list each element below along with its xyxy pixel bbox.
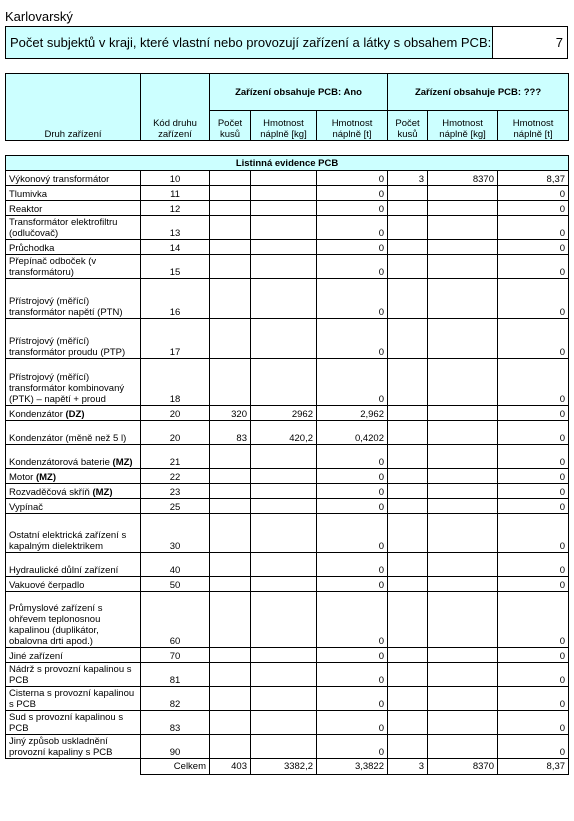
pcb-unknown-mass-kg-cell — [428, 711, 498, 735]
pcb-yes-mass-kg-cell — [251, 171, 317, 186]
device-name-text: Tlumivka — [9, 189, 48, 200]
pcb-yes-mass-kg-cell — [251, 359, 317, 406]
device-name-text: Přístrojový (měřící) transformátor napětí (PTN) — [9, 296, 123, 318]
device-name-text: Ostatní elektrická zařízení s kapalným dielektrikem — [9, 530, 127, 552]
pcb-unknown-mass-kg-cell — [428, 484, 498, 499]
pcb-yes-mass-kg-cell — [251, 514, 317, 553]
pcb-unknown-count-cell — [388, 469, 428, 484]
pcb-unknown-count-cell — [388, 711, 428, 735]
pcb-unknown-mass-t-cell: 0 — [498, 648, 569, 663]
device-name-text: Kondenzátor (měně než 5 l) — [9, 433, 127, 444]
device-name-text: Jiný způsob uskladnění provozní kapaliny s PCB — [9, 736, 113, 758]
device-name-cell — [6, 279, 141, 319]
pcb-unknown-mass-t-cell: 0 — [498, 711, 569, 735]
device-name-cell — [6, 648, 141, 663]
pcb-yes-count-cell — [210, 201, 251, 216]
pcb-yes-mass-kg-cell — [251, 553, 317, 577]
pcb-unknown-mass-t-cell: 0 — [498, 421, 569, 445]
device-code-cell: 13 — [141, 216, 210, 240]
header-table — [5, 73, 569, 141]
pcb-unknown-count-cell — [388, 514, 428, 553]
table-row — [6, 553, 569, 577]
device-code-cell: 40 — [141, 553, 210, 577]
device-code-cell: 50 — [141, 577, 210, 592]
pcb-unknown-mass-t-cell: 8,37 — [498, 171, 569, 186]
total-yes-mass-t: 3,3822 — [317, 759, 388, 775]
table-row — [6, 484, 569, 499]
pcb-unknown-count-cell — [388, 735, 428, 759]
pcb-yes-mass-t-cell: 0 — [317, 484, 388, 499]
total-label: Celkem — [141, 759, 210, 775]
pcb-yes-mass-kg-cell — [251, 711, 317, 735]
device-name-text: Nádrž s provozní kapalinou s PCB — [9, 664, 132, 686]
device-name-cell — [6, 359, 141, 406]
device-name-cell — [6, 171, 141, 186]
pcb-unknown-mass-t-cell: 0 — [498, 577, 569, 592]
pcb-yes-mass-kg-cell — [251, 648, 317, 663]
pcb-unknown-mass-kg-cell — [428, 255, 498, 279]
pcb-yes-mass-t-cell: 0,4202 — [317, 421, 388, 445]
pcb-unknown-mass-t-cell: 0 — [498, 735, 569, 759]
pcb-unknown-mass-kg-cell — [428, 577, 498, 592]
pcb-yes-count-cell — [210, 445, 251, 469]
total-unknown-count: 3 — [388, 759, 428, 775]
pcb-unknown-count-cell — [388, 319, 428, 359]
device-name-text: Motor — [9, 472, 34, 483]
pcb-unknown-count-cell — [388, 687, 428, 711]
pcb-yes-mass-kg-cell — [251, 469, 317, 484]
pcb-unknown-mass-t-cell: 0 — [498, 186, 569, 201]
pcb-yes-count-cell — [210, 469, 251, 484]
col-code-header: Kód druhu zařízení — [141, 74, 210, 141]
pcb-unknown-mass-t-cell: 0 — [498, 201, 569, 216]
pcb-yes-count-cell — [210, 186, 251, 201]
pcb-yes-mass-t-cell: 0 — [317, 711, 388, 735]
pcb-yes-count-cell — [210, 484, 251, 499]
device-name-text: Přístrojový (měřící) transformátor proudu (PTP) — [9, 336, 126, 358]
total-row — [6, 759, 569, 775]
device-name-cell — [6, 663, 141, 687]
pcb-yes-mass-t-cell: 0 — [317, 359, 388, 406]
pcb-unknown-mass-kg-cell — [428, 201, 498, 216]
device-code-cell: 20 — [141, 406, 210, 421]
device-code-cell: 23 — [141, 484, 210, 499]
subject-count-box — [5, 26, 568, 59]
pcb-unknown-count-cell — [388, 406, 428, 421]
device-code-cell: 16 — [141, 279, 210, 319]
pcb-yes-mass-kg-cell — [251, 663, 317, 687]
device-name-cell — [6, 735, 141, 759]
pcb-yes-mass-t-cell: 0 — [317, 648, 388, 663]
total-yes-count: 403 — [210, 759, 251, 775]
device-name-cell — [6, 255, 141, 279]
pcb-yes-mass-t-cell: 0 — [317, 445, 388, 469]
table-row — [6, 499, 569, 514]
pcb-unknown-mass-t-cell: 0 — [498, 499, 569, 514]
pcb-yes-count-cell — [210, 687, 251, 711]
subject-count-label: Počet subjektů v kraji, které vlastní nebo provozují zařízení a látky s obsahem PCB: — [6, 27, 493, 58]
pcb-unknown-mass-kg-cell — [428, 421, 498, 445]
pcb-unknown-mass-t-cell: 0 — [498, 255, 569, 279]
pcb-unknown-mass-t-cell: 0 — [498, 514, 569, 553]
pcb-unknown-count-cell — [388, 663, 428, 687]
table-row — [6, 359, 569, 406]
pcb-yes-mass-kg-cell — [251, 499, 317, 514]
total-unknown-mass-kg: 8370 — [428, 759, 498, 775]
pcb-unknown-count-cell — [388, 240, 428, 255]
pcb-unknown-mass-t-cell: 0 — [498, 663, 569, 687]
pcb-yes-mass-kg-cell — [251, 735, 317, 759]
pcb-unknown-count-cell — [388, 592, 428, 648]
device-name-suffix: (DZ) — [65, 409, 85, 420]
table-row — [6, 663, 569, 687]
device-name-cell — [6, 553, 141, 577]
pcb-yes-mass-kg-cell: 420,2 — [251, 421, 317, 445]
pcb-yes-mass-kg-cell — [251, 186, 317, 201]
pcb-yes-mass-kg-cell — [251, 445, 317, 469]
pcb-unknown-mass-kg-cell — [428, 319, 498, 359]
pcb-yes-count-cell — [210, 648, 251, 663]
device-name-cell — [6, 319, 141, 359]
table-row — [6, 406, 569, 421]
pcb-yes-mass-kg-cell: 2962 — [251, 406, 317, 421]
table-row — [6, 445, 569, 469]
group-yes-header: Zařízení obsahuje PCB: Ano — [210, 74, 388, 111]
pcb-yes-count-cell: 83 — [210, 421, 251, 445]
device-name-text: Přístrojový (měřící) transformátor kombinovaný (PTK) – napětí + proud — [9, 372, 125, 405]
table-row — [6, 186, 569, 201]
device-code-cell: 21 — [141, 445, 210, 469]
pcb-unknown-mass-t-cell: 0 — [498, 240, 569, 255]
pcb-unknown-count-cell — [388, 577, 428, 592]
device-name-suffix: (MZ) — [35, 472, 56, 483]
device-name-suffix: (MZ) — [112, 457, 133, 468]
device-code-cell: 12 — [141, 201, 210, 216]
pcb-yes-count-cell — [210, 359, 251, 406]
pcb-yes-mass-t-cell: 0 — [317, 735, 388, 759]
pcb-unknown-mass-kg-cell — [428, 514, 498, 553]
table-row — [6, 240, 569, 255]
device-code-cell: 30 — [141, 514, 210, 553]
device-code-cell: 11 — [141, 186, 210, 201]
pcb-yes-mass-t-cell: 0 — [317, 319, 388, 359]
device-code-cell: 18 — [141, 359, 210, 406]
table-row — [6, 577, 569, 592]
pcb-yes-count-cell — [210, 279, 251, 319]
device-name-text: Rozvaděčová skříň — [9, 487, 90, 498]
pcb-unknown-count-cell — [388, 186, 428, 201]
device-name-text: Cisterna s provozní kapalinou s PCB — [9, 688, 135, 710]
pcb-yes-count-cell — [210, 711, 251, 735]
pcb-unknown-mass-kg-cell — [428, 687, 498, 711]
pcb-yes-count-cell: 320 — [210, 406, 251, 421]
pcb-yes-mass-kg-cell — [251, 319, 317, 359]
pcb-yes-mass-kg-cell — [251, 577, 317, 592]
table-row — [6, 255, 569, 279]
pcb-unknown-count-cell — [388, 279, 428, 319]
pcb-unknown-mass-kg-cell — [428, 663, 498, 687]
pcb-yes-count-cell — [210, 240, 251, 255]
pcb-yes-mass-kg-cell — [251, 592, 317, 648]
pcb-unknown-count-cell — [388, 359, 428, 406]
device-code-cell: 22 — [141, 469, 210, 484]
pcb-yes-mass-t-cell: 0 — [317, 577, 388, 592]
pcb-yes-mass-t-cell: 0 — [317, 279, 388, 319]
pcb-yes-mass-t-cell: 0 — [317, 240, 388, 255]
pcb-yes-mass-t-cell: 0 — [317, 171, 388, 186]
pcb-unknown-count-cell — [388, 499, 428, 514]
sub-mass-t-header: Hmotnost náplně [t] — [317, 111, 388, 141]
pcb-unknown-mass-kg-cell — [428, 553, 498, 577]
device-name-cell — [6, 240, 141, 255]
device-name-cell — [6, 514, 141, 553]
device-code-cell: 82 — [141, 687, 210, 711]
pcb-yes-mass-t-cell: 0 — [317, 469, 388, 484]
device-name-text: Hydraulické důlní zařízení — [9, 565, 119, 576]
device-name-text: Sud s provozní kapalinou s PCB — [9, 712, 124, 734]
device-name-suffix: (MZ) — [92, 487, 113, 498]
pcb-unknown-mass-t-cell: 0 — [498, 553, 569, 577]
device-name-cell — [6, 499, 141, 514]
device-name-cell — [6, 687, 141, 711]
data-table — [5, 155, 569, 775]
pcb-yes-mass-t-cell: 0 — [317, 499, 388, 514]
section-title: Listinná evidence PCB — [6, 156, 569, 171]
pcb-yes-count-cell — [210, 592, 251, 648]
device-name-cell — [6, 577, 141, 592]
device-code-cell: 25 — [141, 499, 210, 514]
pcb-yes-mass-kg-cell — [251, 484, 317, 499]
sub-count-header: Počet kusů — [388, 111, 428, 141]
pcb-unknown-mass-kg-cell — [428, 592, 498, 648]
table-row — [6, 711, 569, 735]
device-name-cell — [6, 406, 141, 421]
pcb-yes-mass-kg-cell — [251, 240, 317, 255]
pcb-unknown-mass-t-cell: 0 — [498, 687, 569, 711]
device-name-text: Průchodka — [9, 243, 55, 254]
table-row — [6, 279, 569, 319]
pcb-unknown-mass-kg-cell — [428, 445, 498, 469]
pcb-unknown-mass-t-cell: 0 — [498, 469, 569, 484]
device-code-cell: 83 — [141, 711, 210, 735]
pcb-yes-mass-t-cell: 0 — [317, 514, 388, 553]
pcb-unknown-count-cell: 3 — [388, 171, 428, 186]
pcb-unknown-mass-kg-cell: 8370 — [428, 171, 498, 186]
pcb-yes-mass-t-cell: 0 — [317, 186, 388, 201]
subject-count-value: 7 — [493, 27, 567, 58]
region-title: Karlovarský — [5, 9, 73, 24]
pcb-yes-count-cell — [210, 499, 251, 514]
pcb-unknown-mass-kg-cell — [428, 648, 498, 663]
pcb-unknown-count-cell — [388, 216, 428, 240]
device-name-cell — [6, 484, 141, 499]
pcb-yes-count-cell — [210, 553, 251, 577]
pcb-unknown-mass-kg-cell — [428, 735, 498, 759]
device-name-cell — [6, 469, 141, 484]
pcb-unknown-mass-t-cell: 0 — [498, 406, 569, 421]
device-name-text: Transformátor elektrofiltru (odlučovač) — [9, 217, 118, 239]
pcb-yes-mass-kg-cell — [251, 201, 317, 216]
pcb-yes-mass-t-cell: 0 — [317, 592, 388, 648]
table-row — [6, 469, 569, 484]
device-name-cell — [6, 711, 141, 735]
device-code-cell: 70 — [141, 648, 210, 663]
device-name-text: Přepínač odboček (v transformátoru) — [9, 256, 97, 278]
pcb-yes-mass-t-cell: 0 — [317, 663, 388, 687]
pcb-unknown-count-cell — [388, 445, 428, 469]
pcb-unknown-count-cell — [388, 421, 428, 445]
pcb-unknown-mass-kg-cell — [428, 279, 498, 319]
pcb-yes-mass-kg-cell — [251, 279, 317, 319]
pcb-unknown-count-cell — [388, 648, 428, 663]
col-type-header: Druh zařízení — [6, 74, 141, 141]
device-code-cell: 20 — [141, 421, 210, 445]
pcb-yes-mass-kg-cell — [251, 216, 317, 240]
pcb-unknown-mass-kg-cell — [428, 240, 498, 255]
pcb-unknown-count-cell — [388, 201, 428, 216]
device-name-text: Vakuové čerpadlo — [9, 580, 85, 591]
device-name-cell — [6, 216, 141, 240]
table-row — [6, 735, 569, 759]
pcb-unknown-mass-t-cell: 0 — [498, 445, 569, 469]
table-row — [6, 421, 569, 445]
device-code-cell: 81 — [141, 663, 210, 687]
device-name-cell — [6, 186, 141, 201]
device-name-text: Jiné zařízení — [9, 651, 63, 662]
pcb-unknown-mass-t-cell: 0 — [498, 484, 569, 499]
device-name-cell — [6, 201, 141, 216]
table-row — [6, 319, 569, 359]
total-yes-mass-kg: 3382,2 — [251, 759, 317, 775]
table-row — [6, 592, 569, 648]
pcb-unknown-mass-t-cell: 0 — [498, 319, 569, 359]
pcb-yes-count-cell — [210, 216, 251, 240]
pcb-yes-count-cell — [210, 171, 251, 186]
sub-mass-kg-header: Hmotnost náplně [kg] — [428, 111, 498, 141]
sub-mass-t-header: Hmotnost náplně [t] — [498, 111, 569, 141]
device-name-text: Průmyslové zařízení s ohřevem teplonosnou kapalinou (duplikátor, obalovna drti apod.) — [9, 603, 103, 647]
pcb-unknown-count-cell — [388, 255, 428, 279]
device-name-text: Vypínač — [9, 502, 43, 513]
pcb-unknown-mass-t-cell: 0 — [498, 216, 569, 240]
pcb-unknown-mass-t-cell: 0 — [498, 359, 569, 406]
pcb-yes-count-cell — [210, 319, 251, 359]
pcb-yes-mass-kg-cell — [251, 687, 317, 711]
table-row — [6, 648, 569, 663]
pcb-yes-count-cell — [210, 735, 251, 759]
table-row — [6, 514, 569, 553]
table-row — [6, 216, 569, 240]
pcb-unknown-mass-kg-cell — [428, 359, 498, 406]
device-name-cell — [6, 445, 141, 469]
group-unknown-header: Zařízení obsahuje PCB: ??? — [388, 74, 569, 111]
device-name-cell — [6, 592, 141, 648]
pcb-yes-mass-t-cell: 0 — [317, 553, 388, 577]
total-empty-cell — [6, 759, 141, 775]
device-name-text: Výkonový transformátor — [9, 174, 110, 185]
pcb-yes-mass-t-cell: 0 — [317, 687, 388, 711]
pcb-unknown-mass-kg-cell — [428, 186, 498, 201]
pcb-yes-mass-t-cell: 0 — [317, 216, 388, 240]
device-code-cell: 60 — [141, 592, 210, 648]
pcb-yes-count-cell — [210, 255, 251, 279]
pcb-unknown-mass-kg-cell — [428, 406, 498, 421]
device-code-cell: 10 — [141, 171, 210, 186]
pcb-unknown-mass-kg-cell — [428, 216, 498, 240]
device-name-text: Kondenzátorová baterie — [9, 457, 110, 468]
pcb-yes-count-cell — [210, 663, 251, 687]
pcb-unknown-count-cell — [388, 484, 428, 499]
table-row — [6, 201, 569, 216]
table-row — [6, 687, 569, 711]
pcb-unknown-mass-t-cell: 0 — [498, 592, 569, 648]
pcb-unknown-count-cell — [388, 553, 428, 577]
pcb-yes-count-cell — [210, 514, 251, 553]
sub-mass-kg-header: Hmotnost náplně [kg] — [251, 111, 317, 141]
device-name-cell — [6, 421, 141, 445]
device-name-text: Kondenzátor — [9, 409, 63, 420]
pcb-unknown-mass-kg-cell — [428, 469, 498, 484]
device-code-cell: 90 — [141, 735, 210, 759]
pcb-yes-mass-kg-cell — [251, 255, 317, 279]
device-name-text: Reaktor — [9, 204, 43, 215]
total-unknown-mass-t: 8,37 — [498, 759, 569, 775]
pcb-yes-mass-t-cell: 0 — [317, 201, 388, 216]
pcb-yes-mass-t-cell: 0 — [317, 255, 388, 279]
table-row — [6, 171, 569, 186]
device-code-cell: 15 — [141, 255, 210, 279]
device-code-cell: 14 — [141, 240, 210, 255]
pcb-yes-count-cell — [210, 577, 251, 592]
sub-count-header: Počet kusů — [210, 111, 251, 141]
pcb-yes-mass-t-cell: 2,962 — [317, 406, 388, 421]
pcb-unknown-mass-kg-cell — [428, 499, 498, 514]
device-code-cell: 17 — [141, 319, 210, 359]
pcb-unknown-mass-t-cell: 0 — [498, 279, 569, 319]
